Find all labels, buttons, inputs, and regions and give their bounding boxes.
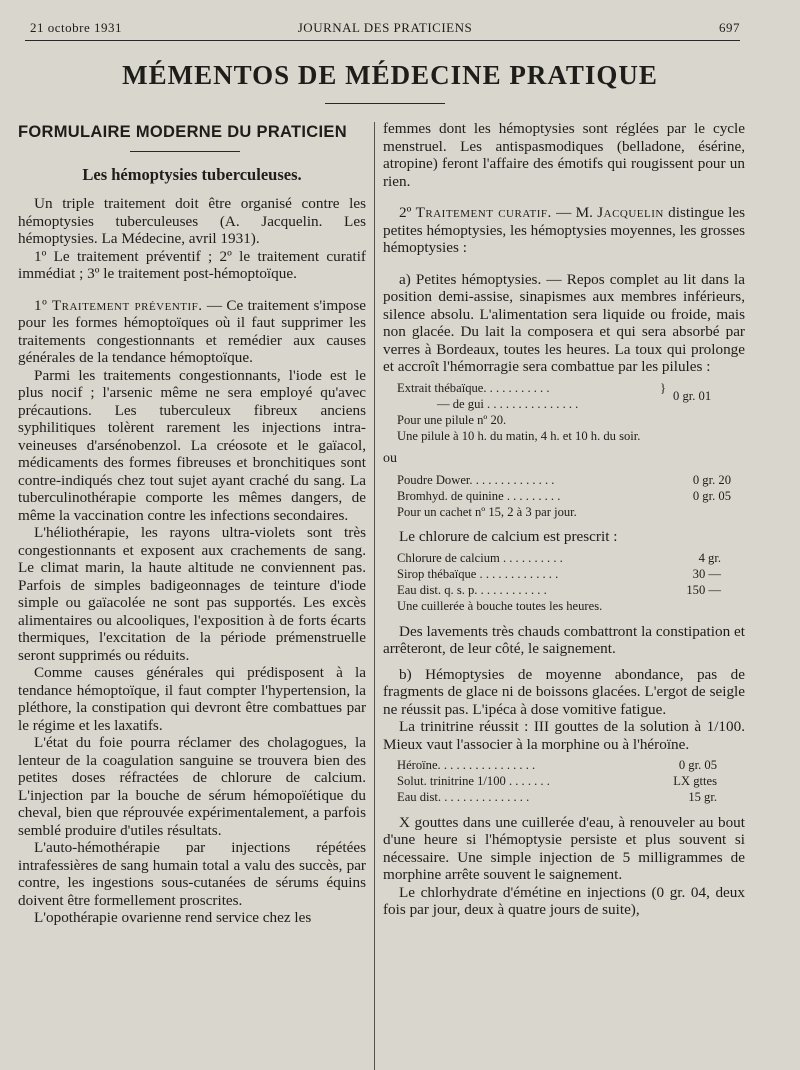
formula-ingredient: Eau dist. q. s. p. . . . . . . . . . . . [397,583,547,598]
right-column [383,120,745,1070]
formula-dose: LX gttes [673,774,717,789]
formula-note-text: Une pilule à 10 h. du matin, 4 h. et 10 h. du soir. [397,429,641,444]
formula-note [397,428,737,444]
curative-number: 2º [399,204,416,221]
formula-row [397,566,737,582]
formula-ingredient: Solut. trinitrine 1/100 . . . . . . . [397,774,550,789]
paragraph-continuation: femmes dont les hémoptysies sont réglées par le cycle menstruel. Les antispasmodiques (belladone, ésérine, atropine) feront l'affaire des émotifs qui rougissent pour un rien. [383,120,745,190]
formula-pilules [397,380,737,445]
formula-ingredient: Héroïne. . . . . . . . . . . . . . . . [397,758,536,773]
formula-row [397,789,737,805]
formula-note [397,504,737,520]
paragraph-congestionnants: Parmi les traitements congestionnants, l'iode est le plus nocif ; l'arsenic même ne sera employé qu'avec précautions. Les tuberculeux fibreux anciens syphilitiques tolèrent rarement les injections intra-veineuses d'arsénobenzol. La créosote et le gaïacol, médicaments des formes fibreuses et bronchitiques sont contre-indiqués chez tout sujet ayant craché du sang. La tuberculinothérapie comporte les mêmes dangers, de même la vaccination contre les infections secondaires. [18,366,366,524]
formula-dose: 30 — [692,567,721,581]
paragraph-causes: Comme causes générales qui prédisposent à la tendance hémoptoïque, il faut compter l'hypertension, la pléthore, la constipation qui devront être combattues par le régime et les laxatifs. [18,664,366,734]
running-head [30,18,740,40]
formula-trinitrine [397,757,737,806]
preventive-text: — Ce traitement s'impose pour les formes hémoptoïques où il faut supprimer les traitements congestionnants et remédier aux causes générales de la tendance hémoptoïque. [18,296,366,366]
column-divider [374,122,375,1070]
formula-row [397,380,737,403]
paragraph-curative [383,204,745,257]
left-column [18,120,366,1070]
rubric-rule [130,151,240,152]
paragraph-lavements: Des lavements très chauds combattront la constipation et arrêteront, de leur côté, le saignement. [383,622,745,658]
paragraph-gouttes: X gouttes dans une cuillerée d'eau, à renouveler au bout d'une heure si l'hémoptysie persiste et plus souvent si nécessaire. Une simple injection de 5 milligrammes de morphine arrête souvent le saignement. [383,813,745,884]
formula-dose: 4 gr. [698,550,721,565]
formula-note [397,412,737,428]
journal-name: JOURNAL DES PRATICIENS [297,20,473,35]
formula-row [397,550,737,566]
formula-note [397,598,737,614]
formula-row [397,396,737,412]
formula-dose: 0 gr. 05 [692,488,731,503]
formula-dose: 150 — [686,583,721,598]
formula-row [397,582,737,598]
heading-preventive: 1º Traitement préventif. [34,296,203,314]
paragraph-emetine: Le chlorhydrate d'émétine en injections (0 gr. 04, deux fois par jour, deux à quatre jours de suite), [383,883,745,919]
formula-note-text: Pour un cachet nº 15, 2 à 3 par jour. [397,505,577,520]
paragraph-foie: L'état du foie pourra réclamer des cholagogues, la lenteur de la coagulation sanguine se trouvera bien des petites doses réfractées de chlorure de calcium. L'injection par la bouche de sérum hémopoïétique du cheval, bien que réprouvée expérimentalement, a parfois semblé produire d'utiles résultats. [18,734,366,839]
paragraph-moyenne-abondance: b) Hémoptysies de moyenne abondance, pas de fragments de glace ni de boissons glacées. L'ergot de seigle ne réussit pas. L'ipéca à dose vomitive fatigue. [383,665,745,718]
paragraph-heliotherapie: L'héliothérapie, les rayons ultra-violets sont très congestionnants et exposent aux crachements de sang. Le climat marin, la haute altitude ne conviennent pas. Parfois de simples badigeonnages de teinture d'iode simple ou gaïacolée ne sont pas supportés. Les excès alimentaires ou alcooliques, l'exposition à de forts écarts thermiques, l'excitation de la période prémenstruelle seront supprimés ou réduits. [18,524,366,664]
formula-note-text: Pour une pilule nº 20. [397,412,507,427]
formula-row [397,488,737,504]
paragraph-preventive [18,297,366,367]
formula-row [397,472,737,488]
formula-ingredient: Poudre Dower. . . . . . . . . . . . . . [397,472,555,487]
formula-ingredient: Eau dist. . . . . . . . . . . . . . . [397,790,530,805]
page-number: 697 [719,20,740,35]
article-title: Les hémoptysies tuberculeuses. [82,164,302,184]
paragraph-trinitrine: La trinitrine réussit : III gouttes de la solution à 1/100. Mieux vaut l'associer à la morphine ou à l'héroïne. [383,718,745,753]
formula-ingredient: Sirop thébaïque . . . . . . . . . . . . . [397,567,559,581]
paragraph-plan: 1º Le traitement préventif ; 2º le traitement curatif immédiat ; 3º le traitement post-hémoptoïque. [18,247,366,282]
paragraph-petites-hemoptysies: a) Petites hémoptysies. — Repos complet au lit dans la position demi-assise, sinapismes aux membres inférieurs, silence absolu. L'alimentation sera liquide ou froide, mais non glacée. Du lait la composera et qui sera absorbé par verres à Bordeaux, toutes les heures. La toux qui prolonge et accroît l'hémorragie sera combattue par les pilules : [383,270,745,375]
formula-dose: 0 gr. 05 [678,758,717,773]
formula-brace: } [660,380,667,395]
paragraph-auto-hemotherapie: L'auto-hémothérapie par injections répétées intrafessières de sang humain total a valu des succès, par contre, les ingestions sous-cutanées de sérums équins doivent être formellement proscrites. [18,839,366,909]
formula-ingredient: Bromhyd. de quinine . . . . . . . . . [397,488,561,503]
rubric-title: FORMULAIRE MODERNE DU PRATICIEN [18,123,347,141]
formula-dose: 0 gr. 01 [673,388,712,403]
paragraph-chlorure: Le chlorure de calcium est prescrit : [399,528,618,546]
formula-row [397,773,737,789]
header-rule [25,40,740,41]
formula-dose: 15 gr. [688,790,717,805]
issue-date: 21 octobre 1931 [30,20,122,35]
title-rule [325,103,445,104]
section-title: MÉMENTOS DE MÉDECINE PRATIQUE [122,60,658,90]
paragraph-opotherapie: L'opothérapie ovarienne rend service chez les [34,909,312,926]
formula-ingredient: — de gui . . . . . . . . . . . . . . . [437,396,579,411]
formula-ingredient: Chlorure de calcium . . . . . . . . . . [397,550,563,565]
formula-row [397,757,737,773]
formula-chlorure [397,550,737,615]
curative-text: distingue les petites hémoptysies, les hémoptysies moyennes, les grosses hémoptysies : [383,204,745,256]
paragraph-intro: Un triple traitement doit être organisé contre les hémoptysies tuberculeuses (A. Jacquelin. Les hémoptysies. La Médecine, avril 1931). [18,195,366,247]
formula-note-text: Une cuillerée à bouche toutes les heures. [397,599,603,614]
heading-curative: Traitement curatif. [415,204,552,221]
formula-ingredient: Extrait thébaïque. . . . . . . . . . . [397,380,550,395]
formula-cachet [397,472,737,521]
author-name: Jacquelin [597,204,664,221]
conjunction-ou: ou [383,451,397,467]
curative-text-lead: — M. [551,204,598,221]
formula-dose: 0 gr. 20 [692,472,731,487]
